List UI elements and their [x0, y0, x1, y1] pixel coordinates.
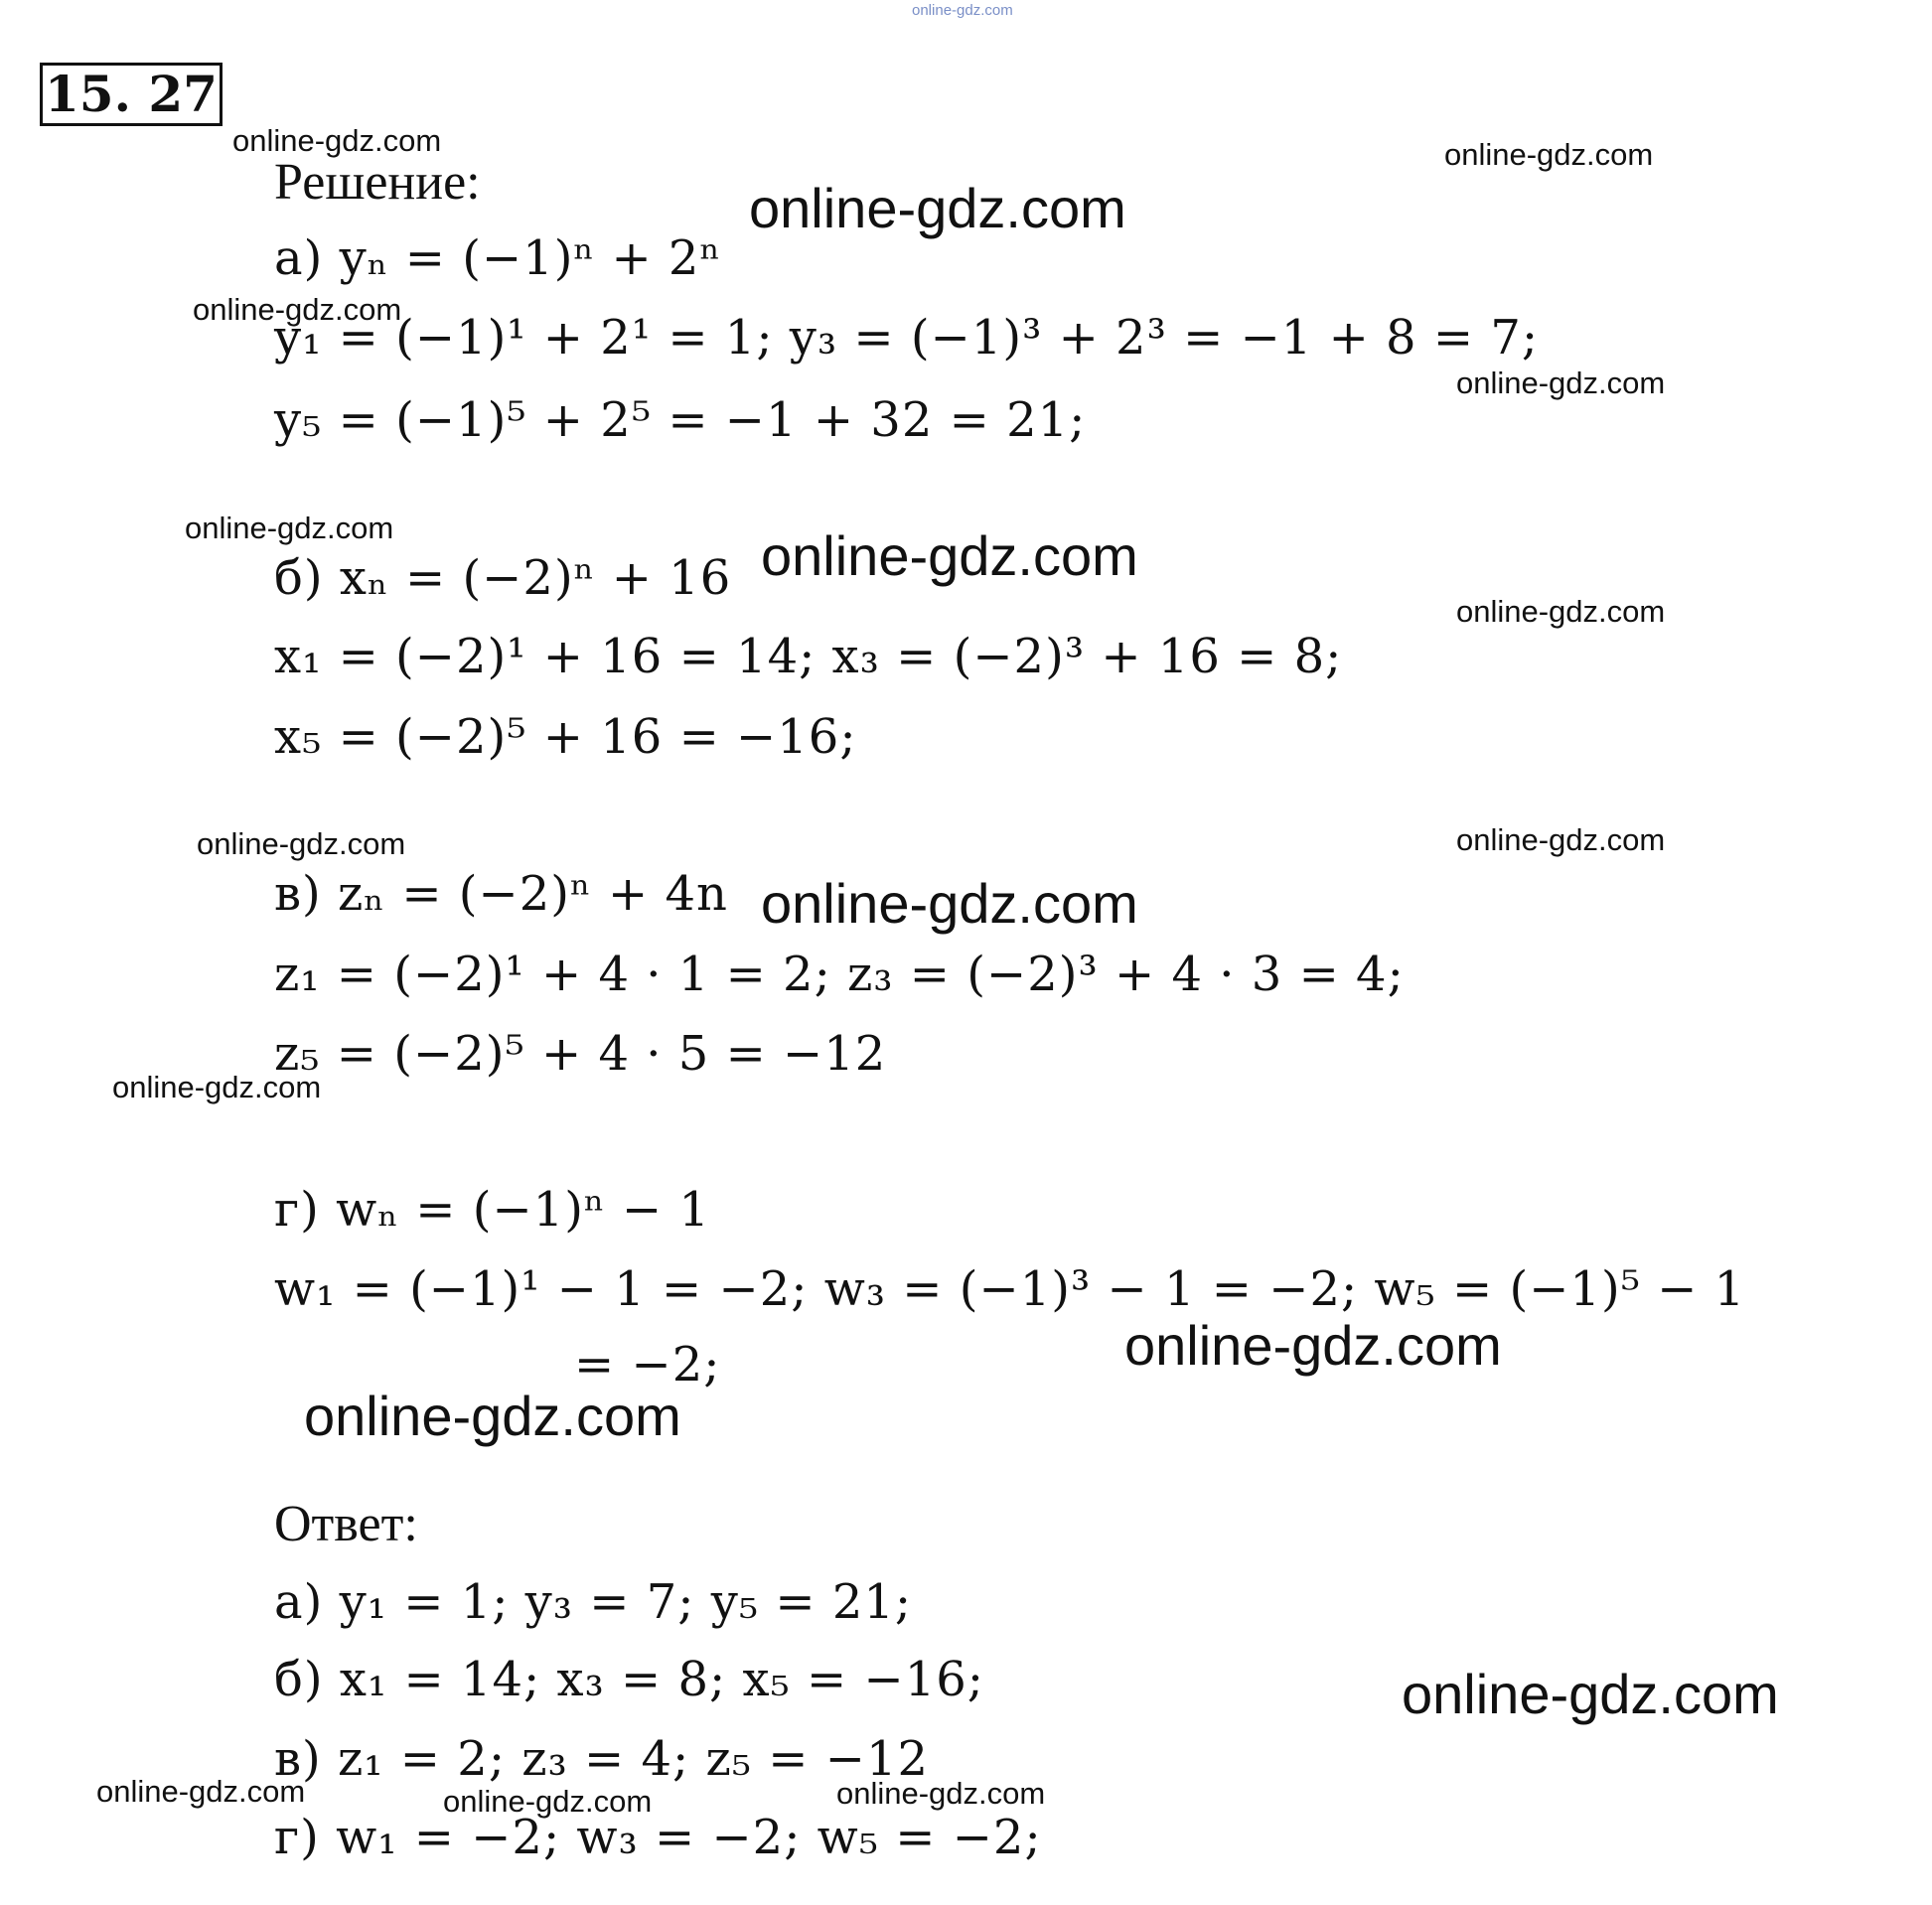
part-a-formula: а) yₙ = (−1)ⁿ + 2ⁿ [274, 230, 722, 286]
solution-heading: Решение: [274, 154, 481, 211]
part-b-line-1: x₁ = (−2)¹ + 16 = 14; x₃ = (−2)³ + 16 = 8; [274, 629, 1343, 684]
watermark: online-gdz.com [761, 872, 1138, 935]
watermark: online-gdz.com [836, 1776, 1046, 1811]
watermark: online-gdz.com [912, 2, 1013, 19]
watermark: online-gdz.com [197, 826, 406, 861]
watermark: online-gdz.com [443, 1784, 653, 1819]
answer-heading: Ответ: [274, 1496, 418, 1552]
answer-a: а) y₁ = 1; y₃ = 7; y₅ = 21; [274, 1574, 913, 1630]
watermark: online-gdz.com [1456, 822, 1666, 857]
part-b-formula: б) xₙ = (−2)ⁿ + 16 [274, 550, 732, 606]
answer-b: б) x₁ = 14; x₃ = 8; x₅ = −16; [274, 1652, 984, 1707]
part-d-formula: г) wₙ = (−1)ⁿ − 1 [274, 1182, 710, 1238]
watermark: online-gdz.com [1402, 1663, 1779, 1725]
part-b-line-2: x₅ = (−2)⁵ + 16 = −16; [274, 709, 857, 765]
answer-c: в) z₁ = 2; z₃ = 4; z₅ = −12 [274, 1731, 930, 1787]
answer-d: г) w₁ = −2; w₃ = −2; w₅ = −2; [274, 1810, 1042, 1865]
part-a-line-1: y₁ = (−1)¹ + 2¹ = 1; y₃ = (−1)³ + 2³ = −1 + 8 = 7; [274, 310, 1540, 366]
problem-number: 15. 27 [40, 63, 223, 126]
watermark: online-gdz.com [96, 1774, 306, 1809]
watermark: online-gdz.com [304, 1385, 681, 1447]
part-c-line-2: z₅ = (−2)⁵ + 4 · 5 = −12 [274, 1026, 887, 1082]
part-d-line-2: = −2; [574, 1337, 721, 1392]
watermark: online-gdz.com [185, 511, 394, 545]
watermark: online-gdz.com [749, 177, 1126, 239]
part-d-line-1: w₁ = (−1)¹ − 1 = −2; w₃ = (−1)³ − 1 = −2; w₅ = (−1)⁵ − 1 [274, 1261, 1746, 1317]
part-c-line-1: z₁ = (−2)¹ + 4 · 1 = 2; z₃ = (−2)³ + 4 · 3 = 4; [274, 947, 1405, 1002]
watermark: online-gdz.com [761, 524, 1138, 587]
watermark: online-gdz.com [1456, 366, 1666, 400]
watermark: online-gdz.com [112, 1070, 322, 1104]
watermark: online-gdz.com [193, 292, 402, 327]
watermark: online-gdz.com [1444, 137, 1654, 172]
watermark: online-gdz.com [232, 123, 442, 158]
watermark: online-gdz.com [1124, 1314, 1502, 1377]
part-a-line-2: y₅ = (−1)⁵ + 2⁵ = −1 + 32 = 21; [274, 392, 1087, 448]
part-c-formula: в) zₙ = (−2)ⁿ + 4n [274, 866, 728, 922]
watermark: online-gdz.com [1456, 594, 1666, 629]
